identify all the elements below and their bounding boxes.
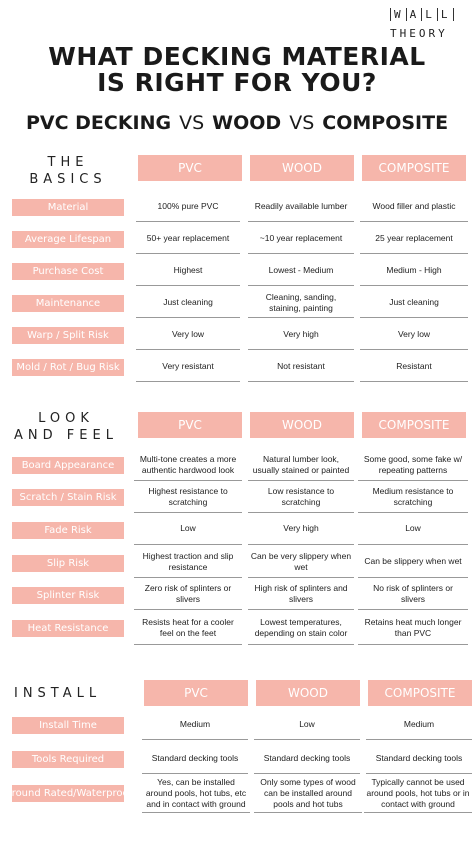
table-cell: 50+ year replacement <box>136 224 240 254</box>
section-label-line: INSTALL <box>14 686 102 701</box>
row-label: Material <box>12 199 124 216</box>
section-label-install <box>14 685 124 702</box>
table-cell: Highest resistance to scratching <box>134 481 242 513</box>
table-cell: Lowest - Medium <box>248 256 354 286</box>
table-cell: Some good, some fake w/ repeating patterns <box>358 449 468 481</box>
table-cell: Multi-tone creates a more authentic hardwood look <box>134 449 242 481</box>
table-cell: Medium - High <box>360 256 468 286</box>
section-label-line: BASICS <box>29 172 107 187</box>
table-cell: Natural lumber look, usually stained or painted <box>248 449 354 481</box>
table-cell: 25 year replacement <box>360 224 468 254</box>
table-cell: Typically cannot be used around pools, hot tubs or in contact with ground <box>364 775 472 813</box>
section-label-line: AND FEEL <box>14 428 118 443</box>
row-label: Tools Required <box>12 751 124 768</box>
title-line-1: WHAT DECKING MATERIAL <box>48 42 426 71</box>
row-label: Mold / Rot / Bug Risk <box>12 359 124 376</box>
subtitle-pvc: PVC DECKING <box>25 112 172 134</box>
brand-logo <box>390 8 470 40</box>
table-cell: Highest <box>136 256 240 286</box>
row-label: Heat Resistance <box>12 620 124 637</box>
row-label: Purchase Cost <box>12 263 124 280</box>
table-cell: Readily available lumber <box>248 192 354 222</box>
table-cell: Cleaning, sanding, staining, painting <box>248 288 354 318</box>
subtitle-vs-2: VS <box>289 112 315 134</box>
table-cell: Zero risk of splinters or slivers <box>134 578 242 610</box>
row-label: Install Time <box>12 717 124 734</box>
row-label: Maintenance <box>12 295 124 312</box>
column-header-composite: COMPOSITE <box>368 680 472 706</box>
table-cell: Can be very slippery when wet <box>248 546 354 578</box>
table-cell: Very high <box>248 513 354 545</box>
table-cell: Wood filler and plastic <box>360 192 468 222</box>
table-cell: Very resistant <box>136 352 240 382</box>
table-cell: Medium <box>142 710 248 740</box>
page-title <box>0 44 474 96</box>
table-cell: Highest traction and slip resistance <box>134 546 242 578</box>
table-cell: 100% pure PVC <box>136 192 240 222</box>
column-header-wood: WOOD <box>250 155 354 181</box>
logo-word: THEORY <box>390 27 448 40</box>
table-cell: Very low <box>360 320 468 350</box>
column-header-wood: WOOD <box>256 680 360 706</box>
table-cell: Medium <box>366 710 472 740</box>
column-header-wood: WOOD <box>250 412 354 438</box>
table-cell: ~10 year replacement <box>248 224 354 254</box>
title-line-2: IS RIGHT FOR YOU? <box>97 68 377 97</box>
table-cell: Very high <box>248 320 354 350</box>
row-label: Average Lifespan <box>12 231 124 248</box>
logo-letter: L <box>437 8 454 21</box>
table-cell: Low resistance to scratching <box>248 481 354 513</box>
table-cell: Low <box>134 513 242 545</box>
column-header-pvc: PVC <box>144 680 248 706</box>
subtitle-wood: WOOD <box>212 112 282 134</box>
section-label-line: THE <box>47 155 89 170</box>
row-label: Scratch / Stain Risk <box>12 489 124 506</box>
row-label: Ground Rated/Waterproof <box>12 785 124 802</box>
logo-letter: W <box>390 8 406 21</box>
logo-letter: A <box>406 8 422 21</box>
section-label-basics <box>18 154 118 188</box>
row-label: Warp / Split Risk <box>12 327 124 344</box>
table-cell: Resists heat for a cooler feel on the feet <box>134 611 242 645</box>
table-cell: Just cleaning <box>360 288 468 318</box>
column-header-composite: COMPOSITE <box>362 155 466 181</box>
comparison-subtitle <box>0 112 474 134</box>
row-label: Board Appearance <box>12 457 124 474</box>
table-cell: Standard decking tools <box>366 744 472 774</box>
section-label-line: LOOK <box>38 411 94 426</box>
row-label: Slip Risk <box>12 555 124 572</box>
row-label: Splinter Risk <box>12 587 124 604</box>
table-cell: Lowest temperatures, depending on stain color <box>248 611 354 645</box>
table-cell: High risk of splinters and slivers <box>248 578 354 610</box>
table-cell: No risk of splinters or slivers <box>358 578 468 610</box>
table-cell: Medium resistance to scratching <box>358 481 468 513</box>
subtitle-composite: COMPOSITE <box>322 112 449 134</box>
column-header-composite: COMPOSITE <box>362 412 466 438</box>
table-cell: Yes, can be installed around pools, hot tubs, etc and in contact with ground <box>142 775 250 813</box>
table-cell: Standard decking tools <box>142 744 248 774</box>
section-label-look-and-feel <box>6 410 126 444</box>
table-cell: Resistant <box>360 352 468 382</box>
table-cell: Just cleaning <box>136 288 240 318</box>
table-cell: Retains heat much longer than PVC <box>358 611 468 645</box>
table-cell: Very low <box>136 320 240 350</box>
table-cell: Can be slippery when wet <box>358 546 468 578</box>
table-cell: Only some types of wood can be installed around pools and hot tubs <box>254 775 362 813</box>
table-cell: Not resistant <box>248 352 354 382</box>
logo-letter: L <box>421 8 437 21</box>
column-header-pvc: PVC <box>138 155 242 181</box>
table-cell: Standard decking tools <box>254 744 360 774</box>
column-header-pvc: PVC <box>138 412 242 438</box>
subtitle-vs-1: VS <box>179 112 205 134</box>
table-cell: Low <box>254 710 360 740</box>
table-cell: Low <box>358 513 468 545</box>
row-label: Fade Risk <box>12 522 124 539</box>
logo-letters <box>390 8 470 21</box>
